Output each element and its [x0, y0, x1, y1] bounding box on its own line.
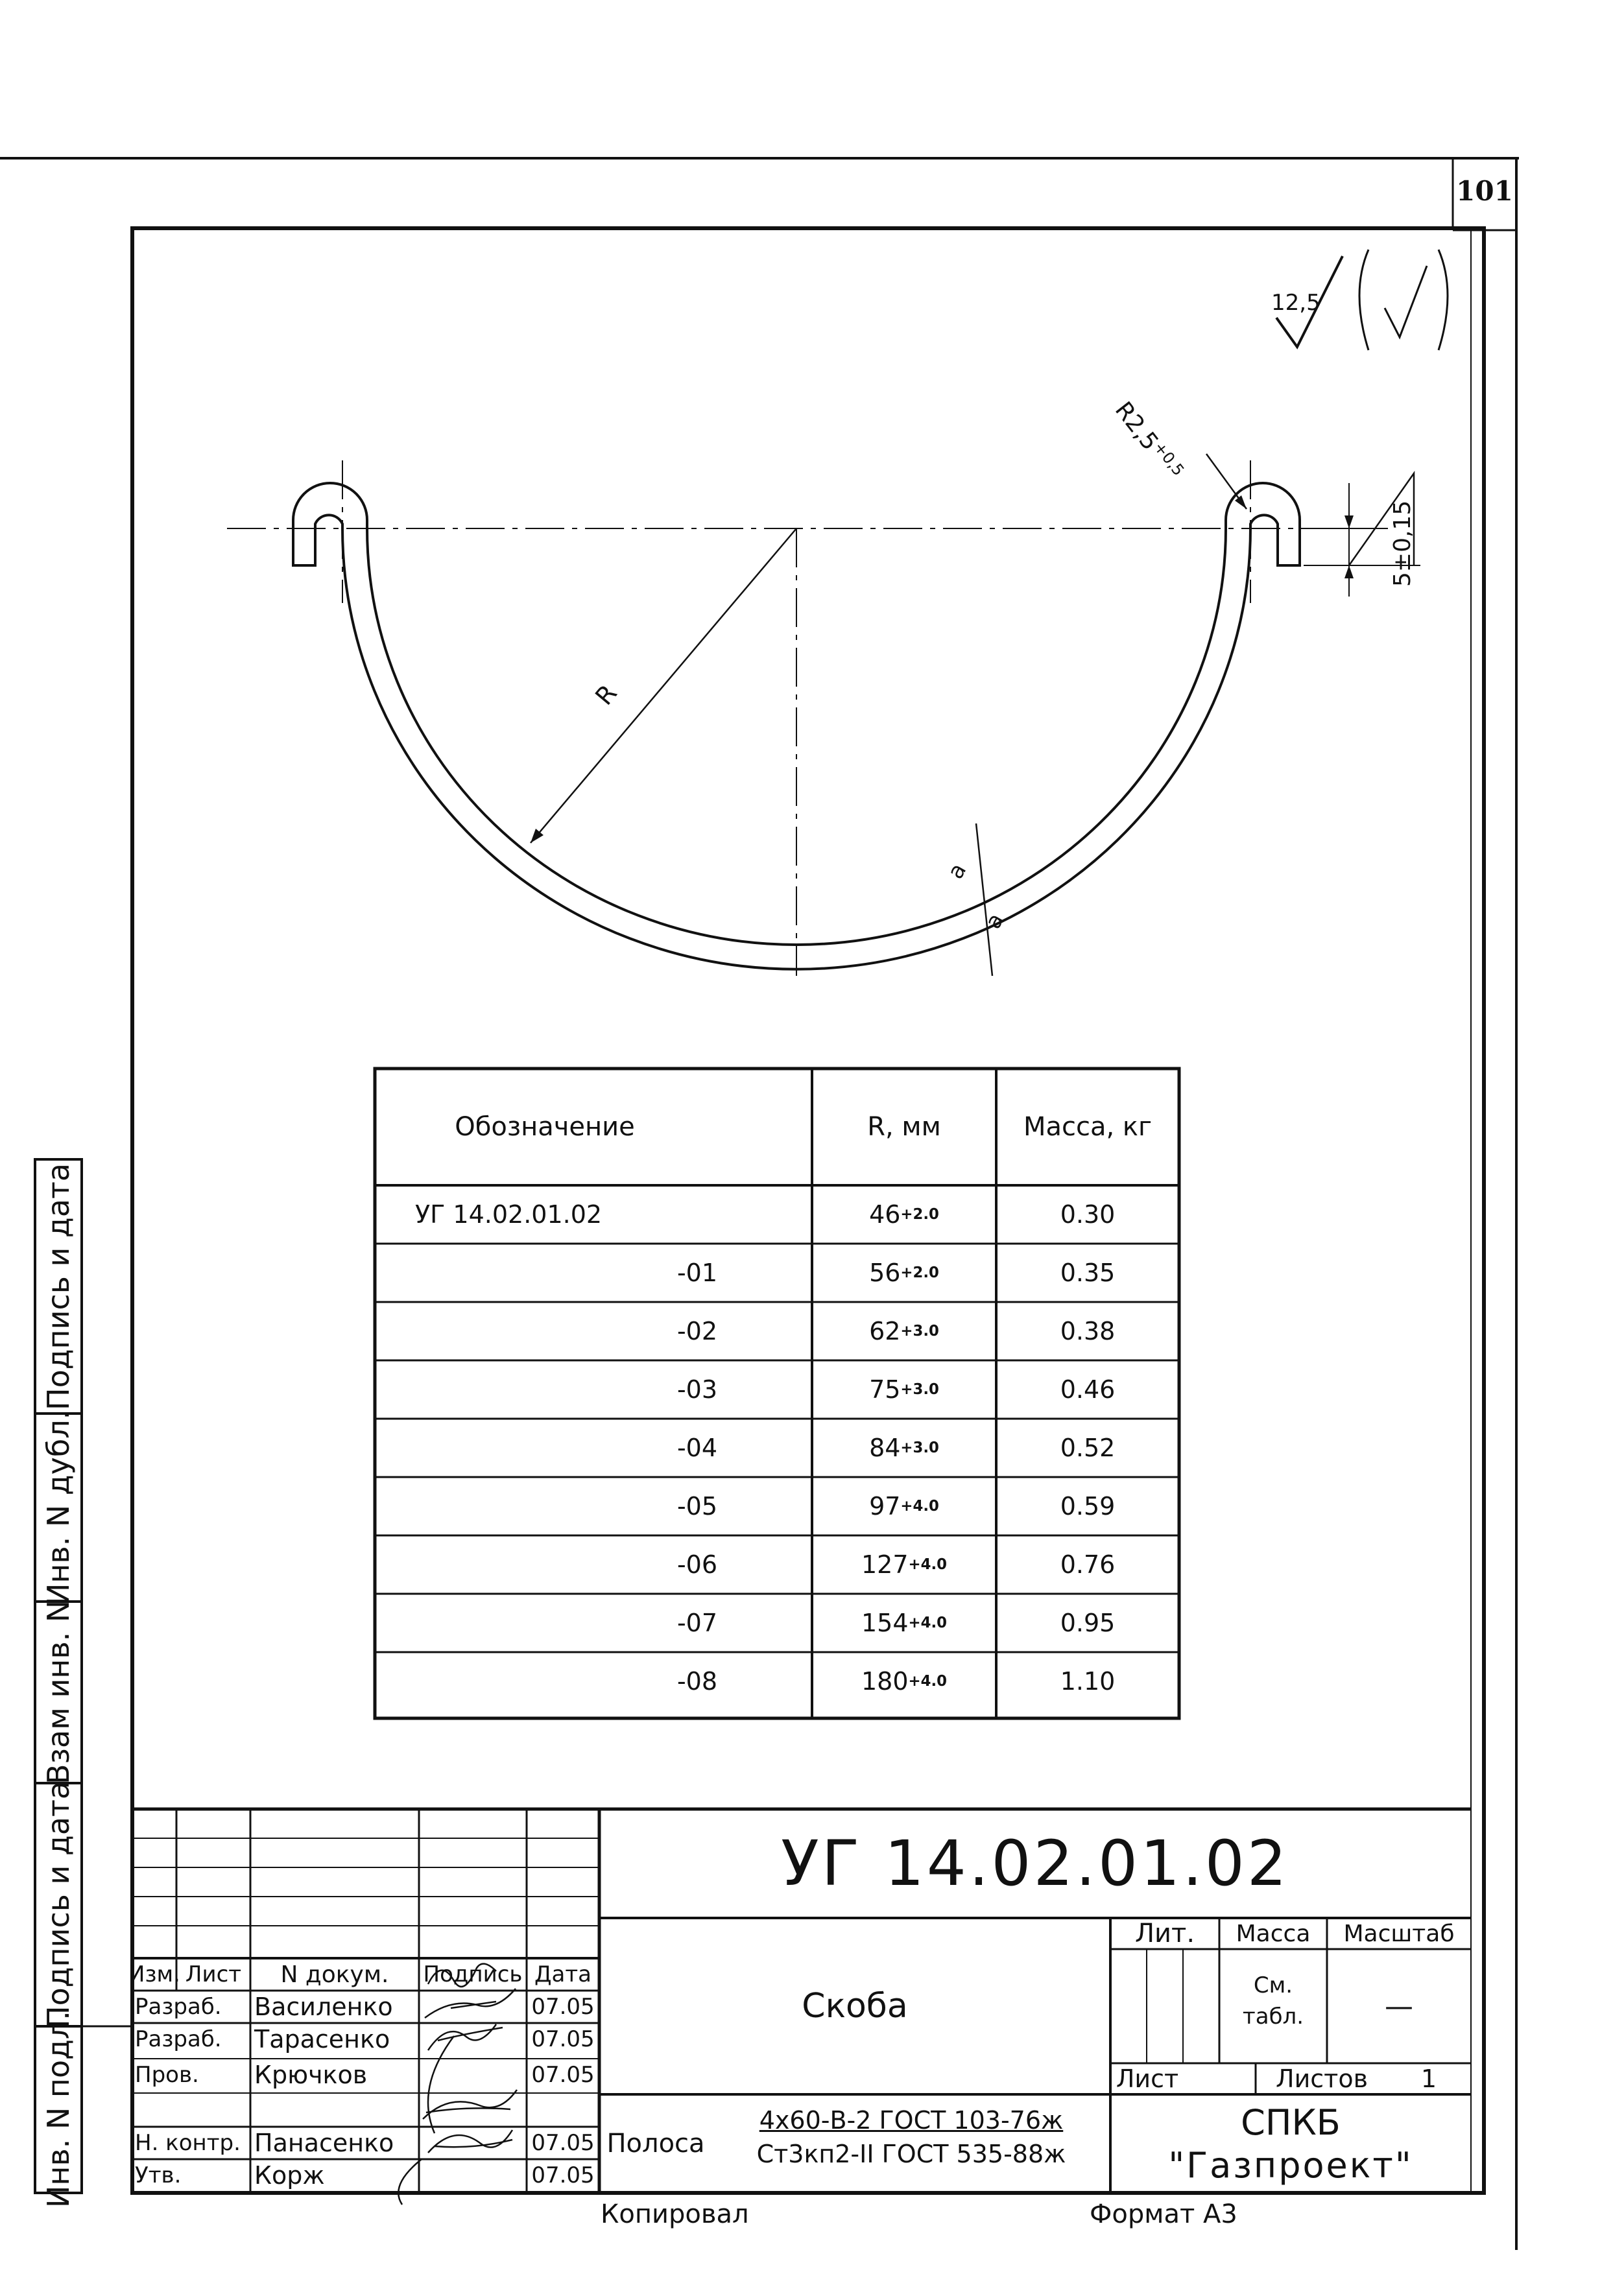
page-number: 101	[1456, 175, 1513, 207]
table-cell-designation: -06	[676, 1550, 718, 1579]
section-label-a2: a	[980, 908, 1010, 934]
r-tolerance: +2.0	[900, 1264, 939, 1281]
table-cell-mass: 0.46	[1060, 1375, 1116, 1404]
r-tolerance: +2.0	[900, 1206, 939, 1223]
lit-label: Лит.	[1134, 1919, 1195, 1948]
sheets-label: Листов	[1276, 2065, 1368, 2093]
signer-name: Крючков	[254, 2061, 368, 2089]
section-label-a1: a	[942, 858, 972, 884]
signer-role: Разраб.	[135, 1994, 222, 2020]
signer-role: Н. контр.	[135, 2130, 241, 2156]
table-header-r: R, мм	[867, 1112, 941, 1142]
material-prefix: Полоса	[606, 2129, 705, 2159]
side-label-inv-dubl: Инв. N дубл.	[41, 1410, 76, 1605]
hdr-list: Лист	[185, 1961, 242, 1987]
org-line-1: СПКБ	[1241, 2101, 1341, 2143]
r-tolerance: +4.0	[900, 1498, 939, 1515]
r-value: 97	[869, 1492, 901, 1521]
footer-format: Формат А3	[1090, 2199, 1237, 2229]
table-cell-designation: -01	[676, 1259, 718, 1287]
side-label-sign-date-1: Подпись и дата	[41, 1163, 76, 1410]
bend-radius-label: $R2,5^{+0,5}$	[1109, 397, 1188, 480]
r-tolerance: +3.0	[900, 1439, 939, 1456]
r-value: 75	[869, 1375, 901, 1404]
signer-role: Пров.	[135, 2062, 199, 2088]
table-cell-designation: -05	[676, 1492, 718, 1521]
table-cell-mass: 0.76	[1060, 1550, 1116, 1579]
table-cell-mass: 0.59	[1060, 1492, 1116, 1521]
signer-name: Тарасенко	[254, 2025, 390, 2053]
table-cell-designation: -04	[676, 1434, 718, 1462]
hdr-ndoc: N докум.	[280, 1961, 389, 1988]
org-line-2: "Газпроект"	[1168, 2144, 1413, 2186]
hdr-date: Дата	[534, 1961, 592, 1987]
radius-label: R	[590, 679, 623, 711]
doc-number: УГ 14.02.01.02	[781, 1827, 1289, 1900]
table-header-mass: Масса, кг	[1023, 1112, 1153, 1142]
part-name: Скоба	[802, 1987, 908, 2026]
scale-label: Масштаб	[1343, 1920, 1455, 1947]
thickness-label: 5±0,15	[1389, 500, 1416, 587]
table-header-designation: Обозначение	[455, 1112, 635, 1142]
r-value: 56	[869, 1259, 901, 1287]
signer-name: Панасенко	[254, 2129, 394, 2157]
roughness-value: 12,5	[1271, 290, 1320, 316]
table-cell-designation: УГ 14.02.01.02	[415, 1200, 603, 1229]
signer-date: 07.05	[531, 2026, 595, 2052]
table-cell-designation: -08	[676, 1667, 718, 1696]
table-cell-mass: 0.95	[1060, 1609, 1116, 1637]
r-value: 84	[869, 1434, 901, 1462]
side-label-sign-date-2: Подпись и дата	[41, 1781, 76, 2029]
signer-date: 07.05	[531, 2062, 595, 2088]
footer-copied: Копировал	[601, 2199, 749, 2229]
mass-label: Масса	[1236, 1920, 1311, 1947]
r-value: 62	[869, 1317, 901, 1345]
scale-value: —	[1385, 1989, 1413, 2023]
r-tolerance: +3.0	[900, 1381, 939, 1398]
r-value: 46	[869, 1200, 901, 1229]
table-cell-mass: 0.30	[1060, 1200, 1116, 1229]
r-value: 180	[861, 1667, 909, 1696]
material-line-2: Ст3кп2-II ГОСТ 535-88ж	[756, 2140, 1066, 2168]
signer-name: Василенко	[254, 1993, 393, 2021]
side-label-vzam-inv: Взам инв. N	[41, 1600, 76, 1785]
sheets-value: 1	[1420, 2065, 1437, 2093]
hdr-izm: Изм.	[128, 1961, 180, 1987]
mass-value-2: табл.	[1242, 2004, 1304, 2030]
r-tolerance: +3.0	[900, 1323, 939, 1340]
material-line-1: 4х60-В-2 ГОСТ 103-76ж	[759, 2106, 1064, 2135]
signer-name: Корж	[254, 2161, 325, 2190]
r-value: 127	[861, 1550, 909, 1579]
table-cell-mass: 0.35	[1060, 1259, 1116, 1287]
table-cell-designation: -07	[676, 1609, 718, 1637]
r-tolerance: +4.0	[908, 1615, 948, 1631]
signer-date: 07.05	[531, 2162, 595, 2188]
mass-value-1: См.	[1253, 1972, 1293, 1998]
side-label-inv-podl: Инв. N подл.	[41, 2011, 76, 2208]
table-cell-designation: -03	[676, 1375, 718, 1404]
signer-date: 07.05	[531, 1994, 595, 2020]
r-tolerance: +4.0	[908, 1673, 948, 1690]
sheet-label: Лист	[1116, 2065, 1179, 2093]
r-value: 154	[861, 1609, 909, 1637]
r-tolerance: +4.0	[908, 1556, 948, 1573]
hdr-sign: Подпись	[423, 1961, 523, 1987]
table-cell-mass: 1.10	[1060, 1667, 1116, 1696]
table-cell-mass: 0.52	[1060, 1434, 1116, 1462]
signer-role: Разраб.	[135, 2026, 222, 2052]
table-cell-designation: -02	[676, 1317, 718, 1345]
table-cell-mass: 0.38	[1060, 1317, 1116, 1345]
signer-date: 07.05	[531, 2130, 595, 2156]
signer-role: Утв.	[135, 2162, 182, 2188]
